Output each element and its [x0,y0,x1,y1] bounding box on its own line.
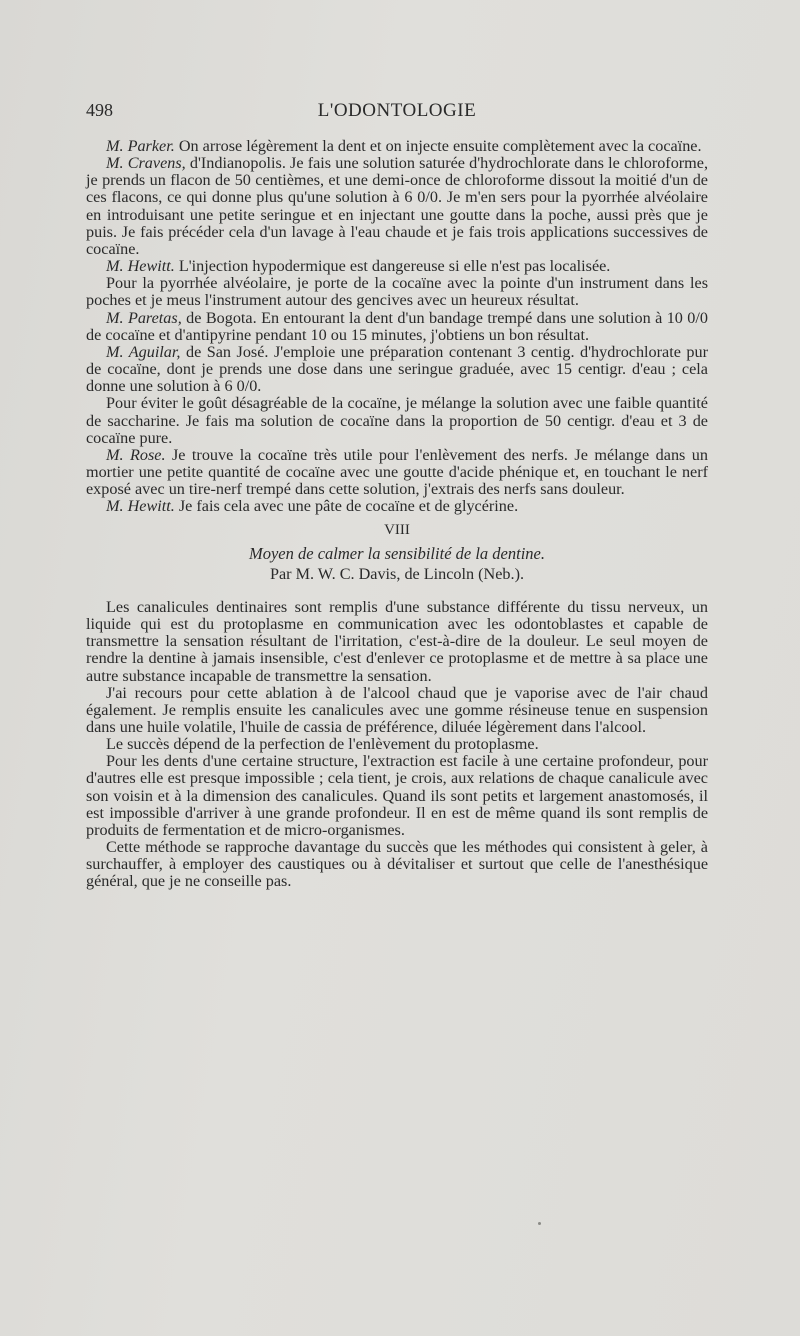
paragraph: Les canalicules dentinaires sont remplis d'une substance différente du tissu nerveux, un liquide qui est du protoplasme en communication avec les odontoblastes et capable de transmettre la sensation résultant de l'irritation, c'est-à-dire de la douleur. Le seul moyen de rendre la dentine à jamais insensible, c'est d'enlever ce protoplasme et de mettre à sa place une autre substance incapable de transmettre la sensation. [86,597,708,685]
paragraph [86,138,708,155]
paragraph-text: de Bogota. En entourant la dent d'un bandage trempé dans une solution à 10 0/0 de cocaïne et d'antipyrine pendant 10 ou 15 minutes, j'obtiens un bon résultat. [86,308,708,344]
body-text [86,138,708,891]
speaker-name: M. Hewitt. [106,497,175,516]
section-title: Moyen de calmer la sensibilité de la dentine. [248,543,545,563]
paragraph [86,447,708,498]
paper-speck [538,1222,541,1225]
speaker-name: M. Rose. [106,445,166,464]
paragraph [86,344,708,395]
speaker-name: M. Aguilar, [106,342,181,361]
paragraph [86,275,708,309]
paragraph [86,395,708,446]
paragraph [86,155,708,258]
discussion-section [86,138,708,515]
paragraph-text: Pour éviter le goût désagréable de la cocaïne, je mélange la solution avec une faible quantité de saccharine. Je fais ma solution de cocaïne dans la proportion de 50 centigr. d'eau et 3 de cocaïne pure. [86,394,708,447]
speaker-name: M. Cravens, [106,154,186,173]
section-author: Par M. W. C. Davis, de Lincoln (Neb.). [269,564,525,583]
speaker-name: M. Hewitt. [106,257,175,276]
paragraph [86,258,708,275]
paragraph: Le succès dépend de la perfection de l'enlèvement du protoplasme. [106,735,539,754]
paragraph: J'ai recours pour cette ablation à de l'alcool chaud que je vaporise avec de l'air chaud également. Je remplis ensuite les canalicules avec une gomme résineuse tenue en suspension dans une huile volatile, l'huile de cassia de préférence, diluée légèrement dans l'alcool. [86,683,708,736]
paragraph: Pour les dents d'une certaine structure, l'extraction est facile à une certaine profondeur, pour d'autres elle est presque impossible ; cela tient, je crois, aux relations de chaque canalicule avec son voisin et à la dimension des canalicules. Quand ils sont petits et largement anastomosés, il est impossible d'arriver à une grande profondeur. Il en est de même quand ils sont remplis de produits de fermentation et de micro-organismes. [86,752,708,839]
paragraph-text: de San José. J'emploie une préparation contenant 3 centig. d'hydrochlorate pur de cocaïne, dont je prends une dose dans une seringue graduée, avec 15 centigr. d'eau ; cela donne une solution à 6 0/0. [86,342,708,396]
paragraph [86,310,708,344]
paragraph-text: d'Indianopolis. Je fais une solution saturée d'hydrochlorate dans le chloroforme, je prends un flacon de 50 centièmes, et une demi-once de chloroforme dissout la moitié d'un de ces flacons, ce qui donne plus qu'une solution à 6 0/0. Je m'en sers pour la pyorrhée alvéolaire en introduisant une petite seringue et en injectant une goutte dans la poche, aussi près que je puis. Je fais précéder cela d'un lavage à l'eau chaude et je fais trois applications successives de cocaïne. [86,154,709,258]
paragraph-text: Je fais cela avec une pâte de cocaïne et de glycérine. [174,497,519,516]
running-title: L'ODONTOLOGIE [317,100,477,121]
paragraph-text: Je trouve la cocaïne très utile pour l'enlèvement des nerfs. Je mélange dans un mortier une petite quantité de cocaïne avec une goutte d'acide phénique et, en touchant le nerf exposé avec un tire-nerf trempé dans cette solution, j'extrais des nerfs sans douleur. [86,445,708,499]
section-number: VIII [384,522,410,539]
speaker-name: M. Paretas, [106,308,182,327]
page-number: 498 [86,100,113,120]
paragraph-text: On arrose légèrement la dent et on injecte ensuite complètement avec la cocaïne. [174,137,702,155]
article-body [86,599,708,891]
paragraph: Cette méthode se rapproche davantage du succès que les méthodes qui consistent à geler, à surchauffer, à employer des caustiques ou à dévitaliser et surtout que celle de l'anesthésique général, que je ne conseille pas. [86,838,708,891]
paragraph-text: Pour la pyorrhée alvéolaire, je porte de la cocaïne avec la pointe d'un instrument dans les poches et je meus l'instrument autour des gencives avec un heureux résultat. [86,274,708,310]
page-header [86,100,708,124]
paragraph [86,498,708,515]
speaker-name: M. Parker. [106,137,175,155]
paragraph-text: L'injection hypodermique est dangereuse si elle n'est pas localisée. [174,257,611,276]
